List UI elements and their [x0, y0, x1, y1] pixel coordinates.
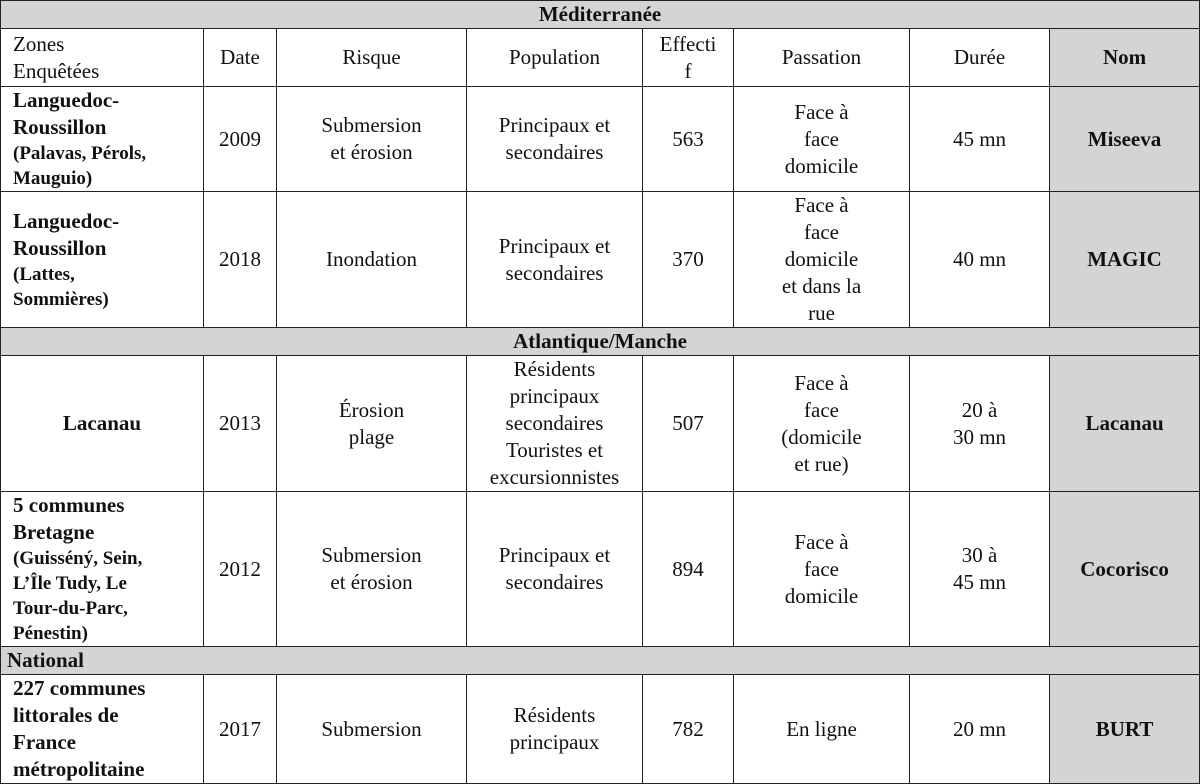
cell-effectif: 370 — [643, 192, 734, 328]
cell-nom: Lacanau — [1050, 356, 1200, 492]
cell-population: Principaux et secondaires — [467, 87, 643, 192]
cell-date: 2013 — [204, 356, 277, 492]
section-title-atlantique: Atlantique/Manche — [1, 328, 1200, 356]
table-row — [1, 356, 1200, 492]
header-zones: Zones Enquêtées — [1, 29, 204, 87]
cell-zone: 227 communes littorales de France métropolitaine — [1, 675, 204, 784]
cell-duree: 45 mn — [910, 87, 1050, 192]
cell-population: Principaux et secondaires — [467, 192, 643, 328]
cell-risque: Inondation — [277, 192, 467, 328]
cell-passation: Face à face domicile et dans la rue — [734, 192, 910, 328]
table-row — [1, 492, 1200, 647]
header-effectif: Effecti f — [643, 29, 734, 87]
section-row-national — [1, 647, 1200, 675]
cell-duree: 30 à 45 mn — [910, 492, 1050, 647]
cell-effectif: 894 — [643, 492, 734, 647]
cell-duree: 20 à 30 mn — [910, 356, 1050, 492]
cell-date: 2012 — [204, 492, 277, 647]
header-row — [1, 29, 1200, 87]
cell-zone: Languedoc- Roussillon (Lattes, Sommières) — [1, 192, 204, 328]
header-risque: Risque — [277, 29, 467, 87]
cell-effectif: 782 — [643, 675, 734, 784]
cell-zone: Lacanau — [1, 356, 204, 492]
cell-effectif: 507 — [643, 356, 734, 492]
cell-date: 2017 — [204, 675, 277, 784]
cell-nom: MAGIC — [1050, 192, 1200, 328]
table-row — [1, 87, 1200, 192]
section-title-national: National — [1, 647, 1200, 675]
cell-population: Principaux et secondaires — [467, 492, 643, 647]
section-row-atlantique — [1, 328, 1200, 356]
header-duree: Durée — [910, 29, 1050, 87]
cell-passation: Face à face domicile — [734, 87, 910, 192]
header-date: Date — [204, 29, 277, 87]
cell-passation: Face à face (domicile et rue) — [734, 356, 910, 492]
cell-date: 2009 — [204, 87, 277, 192]
header-passation: Passation — [734, 29, 910, 87]
cell-population: Résidents principaux — [467, 675, 643, 784]
section-title-mediterranee: Méditerranée — [1, 1, 1200, 29]
cell-date: 2018 — [204, 192, 277, 328]
cell-population: Résidents principaux secondaires Touristes et excursionnistes — [467, 356, 643, 492]
header-nom: Nom — [1050, 29, 1200, 87]
cell-nom: Cocorisco — [1050, 492, 1200, 647]
section-row-mediterranee — [1, 1, 1200, 29]
cell-zone: 5 communes Bretagne (Guisséný, Sein, L’Île Tudy, Le Tour-du-Parc, Pénestin) — [1, 492, 204, 647]
cell-risque: Submersion et érosion — [277, 87, 467, 192]
cell-duree: 20 mn — [910, 675, 1050, 784]
cell-risque: Érosion plage — [277, 356, 467, 492]
cell-passation: Face à face domicile — [734, 492, 910, 647]
header-population: Population — [467, 29, 643, 87]
cell-effectif: 563 — [643, 87, 734, 192]
cell-passation: En ligne — [734, 675, 910, 784]
cell-risque: Submersion — [277, 675, 467, 784]
cell-zone: Languedoc- Roussillon (Palavas, Pérols, Mauguio) — [1, 87, 204, 192]
cell-duree: 40 mn — [910, 192, 1050, 328]
table-row — [1, 675, 1200, 784]
cell-risque: Submersion et érosion — [277, 492, 467, 647]
cell-nom: BURT — [1050, 675, 1200, 784]
cell-nom: Miseeva — [1050, 87, 1200, 192]
table-row — [1, 192, 1200, 328]
